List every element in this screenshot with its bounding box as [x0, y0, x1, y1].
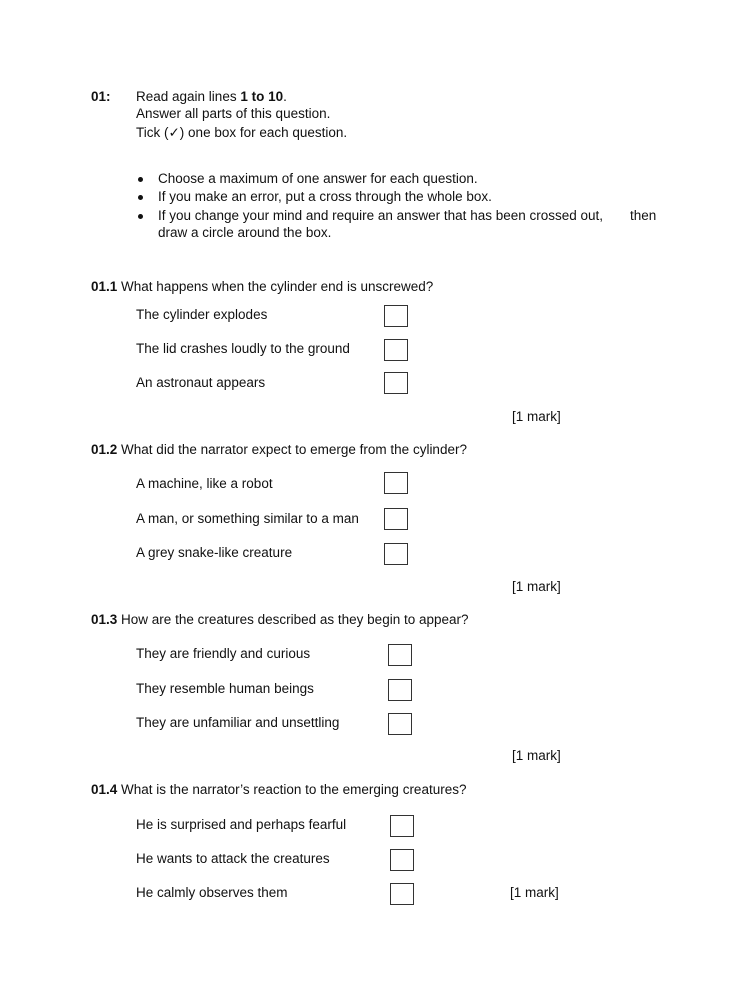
option-label: A machine, like a robot — [136, 476, 273, 491]
answer-checkbox[interactable] — [390, 849, 414, 871]
question-number: 01.3 — [91, 612, 118, 627]
question-01-3-title — [91, 612, 469, 627]
option-label: He calmly observes them — [136, 885, 288, 900]
question-number: 01.4 — [91, 782, 118, 797]
option-label: They resemble human beings — [136, 681, 314, 696]
answer-checkbox[interactable] — [390, 883, 414, 905]
answer-checkbox[interactable] — [384, 305, 408, 327]
intro-line-1-suffix: . — [283, 89, 287, 104]
instruction-3-continued: draw a circle around the box. — [158, 225, 332, 240]
answer-checkbox[interactable] — [384, 472, 408, 494]
bullet-icon — [138, 214, 143, 219]
question-01-2-title — [91, 442, 467, 457]
intro-line-1-prefix: Read again lines — [136, 89, 241, 104]
mark-label: [1 mark] — [512, 748, 561, 763]
option-label: He is surprised and perhaps fearful — [136, 817, 347, 832]
mark-label: [1 mark] — [512, 579, 561, 594]
option-label: A grey snake-like creature — [136, 545, 293, 560]
instruction-3-tail: then — [630, 208, 657, 223]
option-label: He wants to attack the creatures — [136, 851, 330, 866]
option-label: A man, or something similar to a man — [136, 511, 359, 526]
answer-checkbox[interactable] — [388, 679, 412, 701]
question-01-1-title — [91, 279, 433, 294]
bullet-icon — [138, 177, 143, 182]
question-text: What happens when the cylinder end is unscrewed? — [121, 279, 434, 294]
bullet-icon — [138, 195, 143, 200]
answer-checkbox[interactable] — [390, 815, 414, 837]
question-text: What did the narrator expect to emerge from the cylinder? — [121, 442, 467, 457]
option-label: An astronaut appears — [136, 375, 266, 390]
question-number: 01.2 — [91, 442, 118, 457]
option-label: They are friendly and curious — [136, 646, 311, 661]
answer-checkbox[interactable] — [384, 543, 408, 565]
intro-line-3: Tick (✓) one box for each question. — [136, 125, 348, 140]
instruction-2: If you make an error, put a cross through the whole box. — [158, 189, 492, 204]
question-number: 01.1 — [91, 279, 118, 294]
instruction-1: Choose a maximum of one answer for each question. — [158, 171, 478, 186]
question-text: How are the creatures described as they begin to appear? — [121, 612, 469, 627]
answer-checkbox[interactable] — [384, 508, 408, 530]
intro-line-1-bold: 1 to 10 — [240, 89, 284, 104]
intro-line-1 — [136, 89, 287, 104]
mark-label: [1 mark] — [510, 885, 559, 900]
intro-line-2: Answer all parts of this question. — [136, 106, 331, 121]
question-text: What is the narrator’s reaction to the emerging creatures? — [121, 782, 467, 797]
answer-checkbox[interactable] — [384, 339, 408, 361]
answer-checkbox[interactable] — [388, 644, 412, 666]
answer-checkbox[interactable] — [384, 372, 408, 394]
mark-label: [1 mark] — [512, 409, 561, 424]
instruction-3: If you change your mind and require an answer that has been crossed out, — [158, 208, 604, 223]
option-label: The lid crashes loudly to the ground — [136, 341, 350, 356]
option-label: The cylinder explodes — [136, 307, 268, 322]
question-01-4-title — [91, 782, 466, 797]
answer-checkbox[interactable] — [388, 713, 412, 735]
question-number-01: 01: — [91, 89, 111, 104]
option-label: They are unfamiliar and unsettling — [136, 715, 340, 730]
